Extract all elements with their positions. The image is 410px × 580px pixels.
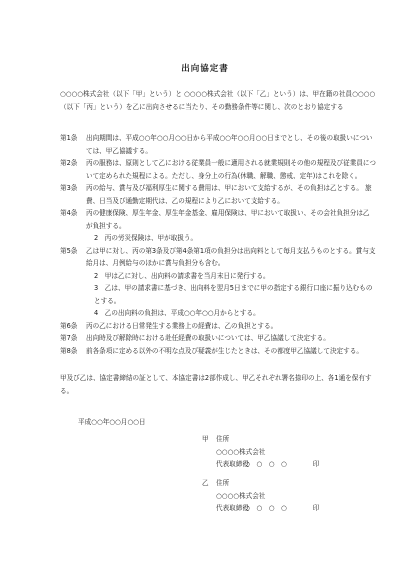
agreement-date: 平成○○年○○月○○日: [78, 418, 146, 426]
preamble: ○○○○株式会社（以下「甲」という）と ○○○○株式会社（以下「乙」という）は、甲在籍の社員○○○○（以下「丙」という）を乙に出向させるに当たり、その勤務条件等に関し、次のとおり協定する: [60, 90, 376, 111]
article-number: 第5条: [60, 246, 78, 255]
article-1: [60, 132, 376, 157]
party-key: 乙: [202, 479, 209, 487]
article-number: 第3条: [60, 184, 78, 192]
articles-list: [60, 132, 376, 357]
article-8: [60, 345, 376, 358]
article-7: [60, 332, 376, 345]
article-number: 第2条: [60, 159, 78, 167]
article-3: [60, 182, 376, 207]
article-text: 丙の健康保険、厚生年金、厚生年金基金、雇用保険は、甲において取扱い、その会社負担分は乙が負担する。: [86, 209, 370, 230]
closing-statement: 甲及び乙は、協定書締結の証として、本協定書は2部作成し、甲乙それぞれ署名捺印の上、各1通を保有する。: [60, 374, 372, 395]
representative-name: ○ ○ ○ ○: [244, 504, 287, 512]
article-subclause: 2 甲は乙に対し、出向料の請求書を当月末日に発行する。: [94, 271, 270, 280]
document-title: 出向協定書: [181, 64, 229, 74]
address-label: 住所: [216, 479, 230, 487]
party-b-signature-block: [202, 477, 319, 515]
article-text: 乙は甲に対し、丙の第3条及び第4条第1項の負担分は出向料として毎月支払うものとする。賞与支給月は、月例給与のほかに賞与負担分も含む。: [86, 246, 376, 267]
article-2: [60, 157, 376, 182]
article-text: 丙の給与、賞与及び福利厚生に関する費用は、甲において支給するが、その負担は乙とする。: [86, 184, 363, 192]
article-number: 第1条: [60, 134, 78, 142]
article-number: 第7条: [60, 334, 78, 342]
representative-label: 代表取締役: [216, 460, 249, 468]
party-key: 甲: [202, 435, 209, 443]
representative-name: ○ ○ ○ ○: [244, 460, 287, 468]
article-text-continued: 旅費、日当及び通勤定期代は、乙の規程により乙において支給する。: [86, 184, 372, 205]
article-subclause: 4 乙の出向料の負担は、平成○○年○○月からとする。: [94, 309, 260, 317]
article-text: 丙の服務は、原則として乙における従業員一般に適用される就業規則その他の規程及び従業員について定められた規程による。ただし、身分上の行為(休職、解職、懲戒、定年)はこれを除く。: [86, 159, 376, 180]
party-a-signature-block: [202, 433, 319, 471]
address-label: 住所: [216, 435, 230, 443]
article-text: 出向期間は、平成○○年○○月○○日から平成○○年○○月○○日までとし、その後の取扱いについては、甲乙協議する。: [86, 134, 373, 155]
article-subclause: 3 乙は、甲の請求書に基づき、出向料を翌月5日までに甲の指定する銀行口座に振り込むものとする。: [94, 284, 373, 305]
article-subclause: 2 丙の労災保険は、甲が取扱う。: [94, 234, 198, 242]
article-6: [60, 320, 376, 333]
company-name: ○○○○株式会社: [216, 491, 266, 500]
company-name: ○○○○株式会社: [216, 447, 266, 456]
article-text: 前各条項に定める以外の不明な点及び疑義が生じたときは、その都度甲乙協議して決定する。: [86, 346, 363, 355]
article-text: 出向時及び解除時における赴任経費の取扱いについては、甲乙協議して決定する。: [86, 334, 330, 342]
article-text: 丙の乙における日常発生する業務上の経費は、乙の負担とする。: [86, 321, 278, 330]
article-number: 第4条: [60, 209, 78, 217]
seal-mark: 印: [312, 460, 320, 468]
article-5: [60, 245, 376, 320]
article-number: 第8条: [60, 346, 78, 355]
seal-mark: 印: [312, 504, 320, 512]
article-4: [60, 207, 376, 245]
article-number: 第6条: [60, 321, 78, 330]
representative-label: 代表取締役: [216, 504, 249, 512]
